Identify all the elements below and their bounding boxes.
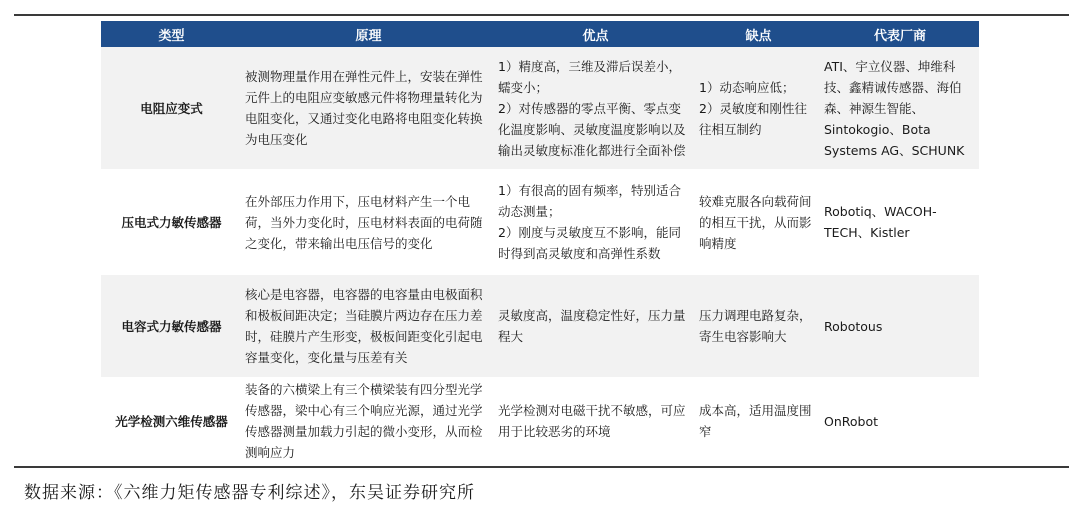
header-cons: 缺点 — [696, 21, 821, 47]
brands-cell: Robotiq、WACOH-TECH、Kistler — [821, 171, 979, 275]
cons-cell: 成本高，适用温度围窄 — [696, 379, 821, 465]
table-row — [101, 47, 979, 171]
brands-cell: ATI、宇立仪器、坤维科技、鑫精诚传感器、海伯森、神源生智能、Sintokogio、Bota Systems AG、SCHUNK — [821, 47, 979, 171]
principle-cell: 装备的六横梁上有三个横梁装有四分型光学传感器，梁中心有三个响应光源，通过光学传感器测量加载力引起的微小变形，从而检测响应力 — [242, 379, 495, 465]
table-row — [101, 379, 979, 465]
top-rule — [14, 14, 1069, 16]
type-cell: 压电式力敏传感器 — [101, 171, 242, 275]
pros-cell: 1）精度高，三维及滞后误差小，蠕变小； 2）对传感器的零点平衡、零点变化温度影响、灵敏度温度影响以及输出灵敏度标准化都进行全面补偿 — [495, 47, 696, 171]
pros-cell: 光学检测对电磁干扰不敏感，可应用于比较恶劣的环境 — [495, 379, 696, 465]
cons-cell: 较难克服各向载荷间的相互干扰，从而影响精度 — [696, 171, 821, 275]
type-cell: 电容式力敏传感器 — [101, 275, 242, 379]
table-row — [101, 275, 979, 379]
header-brands: 代表厂商 — [821, 21, 979, 47]
bottom-rule — [14, 466, 1069, 468]
brands-cell: OnRobot — [821, 379, 979, 465]
principle-cell: 被测物理量作用在弹性元件上，安装在弹性元件上的电阻应变敏感元件将物理量转化为电阻变化，又通过变化电路将电阻变化转换为电压变化 — [242, 47, 495, 171]
cons-cell: 压力调理电路复杂，寄生电容影响大 — [696, 275, 821, 379]
header-pros: 优点 — [495, 21, 696, 47]
principle-cell: 在外部压力作用下，压电材料产生一个电荷，当外力变化时，压电材料表面的电荷随之变化，带来输出电压信号的变化 — [242, 171, 495, 275]
brands-cell: Robotous — [821, 275, 979, 379]
cons-cell: 1）动态响应低； 2）灵敏度和刚性往往相互制约 — [696, 47, 821, 171]
header-principle: 原理 — [242, 21, 495, 47]
type-cell: 光学检测六维传感器 — [101, 379, 242, 465]
pros-cell: 1）有很高的固有频率，特别适合动态测量； 2）刚度与灵敏度互不影响，能同时得到高灵敏度和高弹性系数 — [495, 171, 696, 275]
header-type: 类型 — [101, 21, 242, 47]
table-row — [101, 171, 979, 275]
source-note: 数据来源：《六维力矩传感器专利综述》，东吴证券研究所 — [24, 483, 475, 503]
pros-cell: 灵敏度高，温度稳定性好，压力量程大 — [495, 275, 696, 379]
table-header-row — [101, 21, 979, 47]
sensor-comparison-table — [101, 21, 979, 465]
principle-cell: 核心是电容器，电容器的电容量由电极面积和极板间距决定；当硅膜片两边存在压力差时，硅膜片产生形变，极板间距变化引起电容量变化，变化量与压差有关 — [242, 275, 495, 379]
type-cell: 电阻应变式 — [101, 47, 242, 171]
